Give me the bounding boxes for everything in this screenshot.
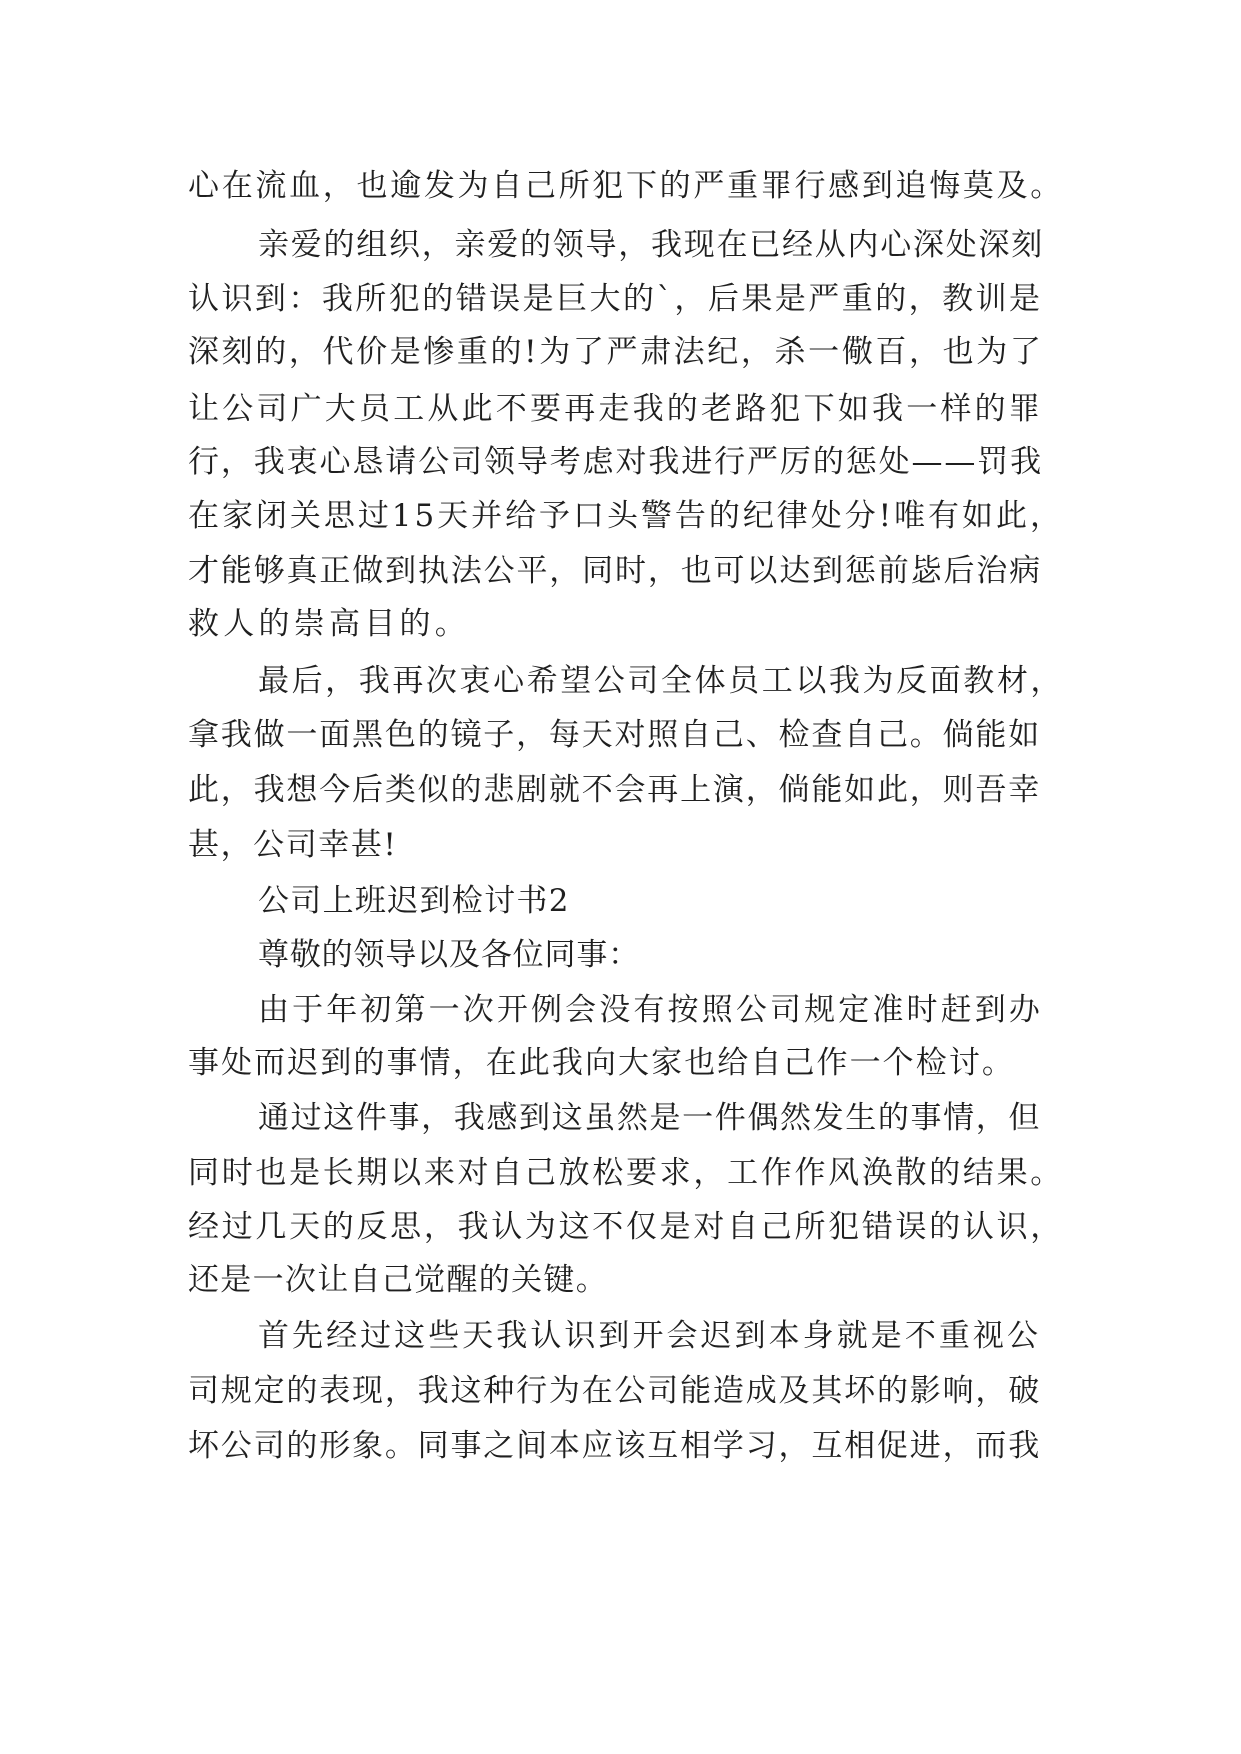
text-line: 通过这件事，我感到这虽然是一件偶然发生的事情，但	[258, 1100, 1041, 1136]
text-line: 经过几天的反思，我认为这不仅是对自己所犯错误的认识，	[188, 1209, 1064, 1245]
text-line: 司规定的表现，我这种行为在公司能造成及其坏的影响，破	[188, 1373, 1042, 1409]
text-line: 甚，公司幸甚!	[188, 827, 398, 863]
salutation: 尊敬的领导以及各位同事：	[258, 937, 640, 973]
text-line: 认识到：我所犯的错误是巨大的`，后果是严重的，教训是	[188, 281, 1043, 317]
text-line: 此，我想今后类似的悲剧就不会再上演，倘能如此，则吾幸	[188, 772, 1042, 808]
text-line: 坏公司的形象。同事之间本应该互相学习，互相促进，而我	[188, 1428, 1042, 1464]
text-line: 行，我衷心恳请公司领导考虑对我进行严厉的惩处——罚我	[188, 444, 1044, 480]
text-line: 让公司广大员工从此不要再走我的老路犯下如我一样的罪	[188, 391, 1043, 427]
text-line: 亲爱的组织，亲爱的领导，我现在已经从内心深处深刻	[258, 227, 1044, 263]
text-line: 首先经过这些天我认识到开会迟到本身就是不重视公	[258, 1318, 1041, 1354]
text-line: 还是一次让自己觉醒的关键。	[188, 1262, 609, 1298]
text-line: 拿我做一面黑色的镜子，每天对照自己、检查自己。倘能如	[188, 717, 1042, 753]
text-line: 在家闭关思过15天并给予口头警告的纪律处分!唯有如此，	[188, 498, 1064, 534]
text-line: 由于年初第一次开例会没有按照公司规定准时赶到办	[258, 992, 1043, 1028]
text-line: 最后，我再次衷心希望公司全体员工以我为反面教材，	[258, 663, 1064, 699]
text-line: 才能够真正做到执法公平，同时，也可以达到惩前毖后治病	[188, 553, 1042, 589]
text-line: 事处而迟到的事情，在此我向大家也给自己作一个检讨。	[188, 1045, 1015, 1081]
section-heading: 公司上班迟到检讨书2	[258, 883, 570, 919]
text-line: 同时也是长期以来对自己放松要求，工作作风涣散的结果。	[188, 1155, 1064, 1191]
text-line: 心在流血，也逾发为自己所犯下的严重罪行感到追悔莫及。	[188, 168, 1064, 204]
text-line: 救人的崇高目的。	[188, 606, 470, 642]
text-line: 深刻的，代价是惨重的!为了严肃法纪，杀一儆百，也为了	[188, 334, 1044, 370]
